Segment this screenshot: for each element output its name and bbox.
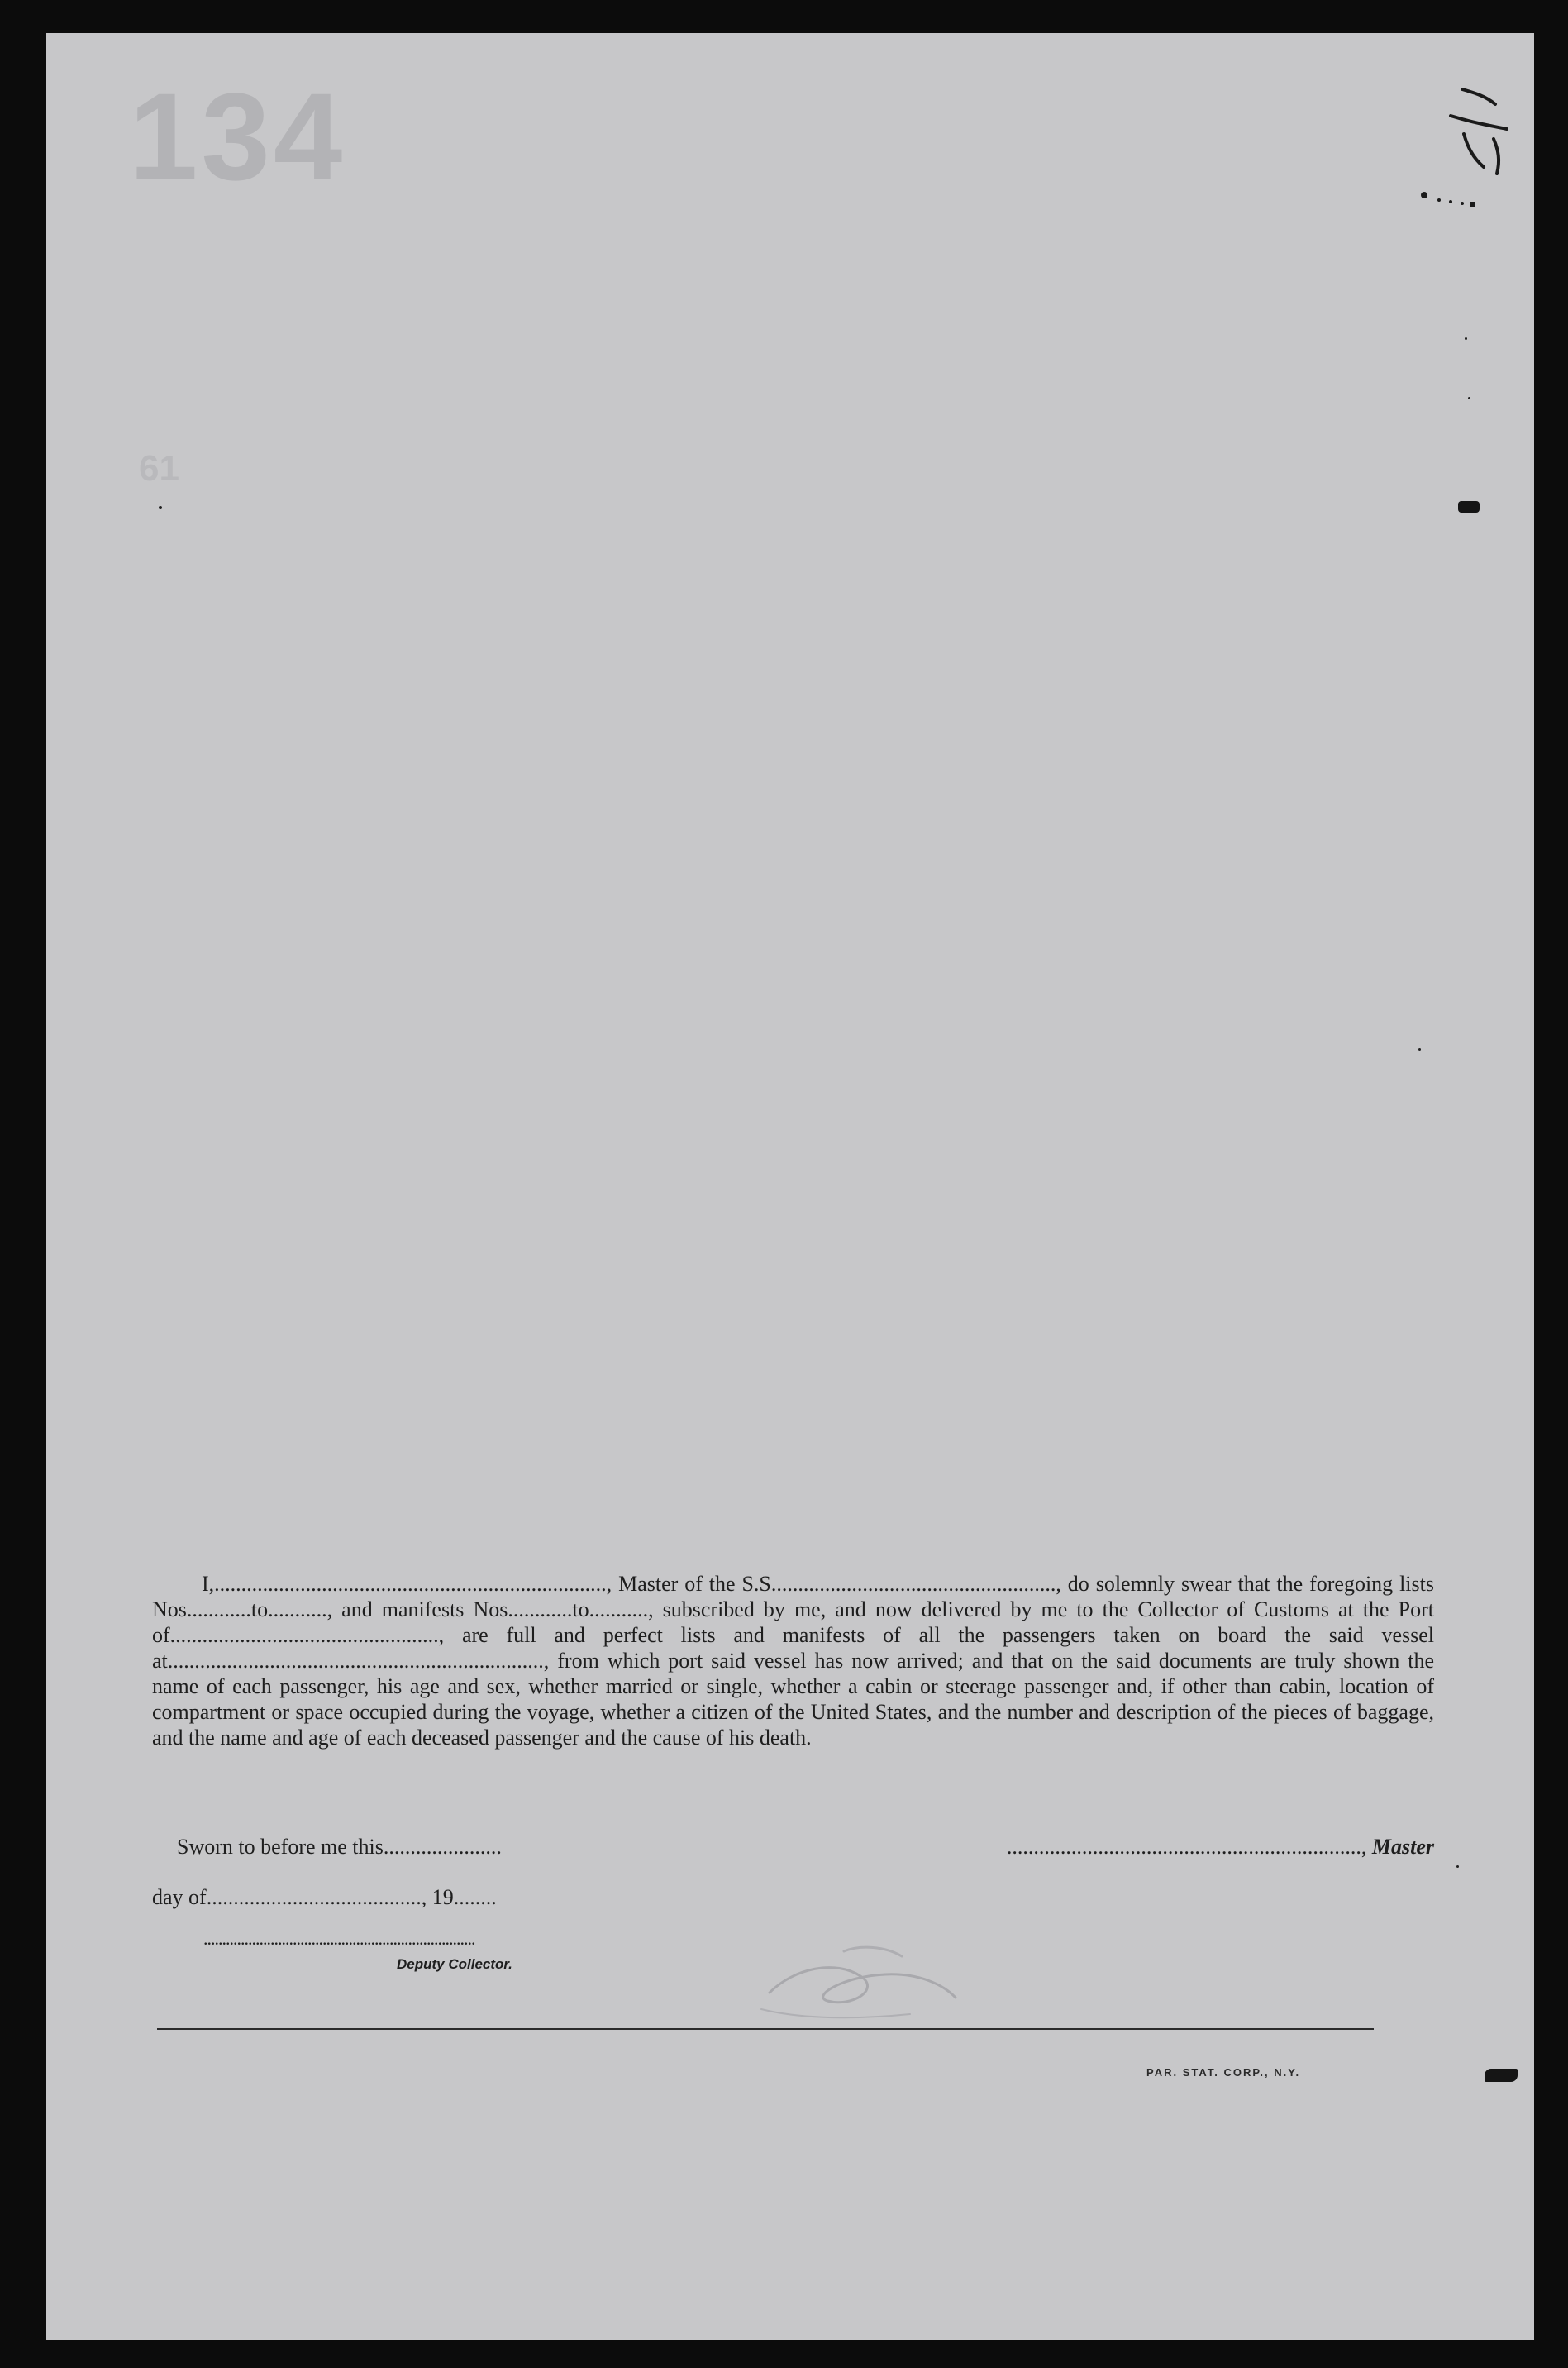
oath-paragraph: I,........................................................................., Master of the S.S....................................................., do solemnly swear that the foregoing lists Nos............to..........., and manifests Nos............to..........., subscribed by me, and now delivered by me to the Collector of Customs at the Port of.................................................., are full and perfect lists and manifests of all the passengers taken on board the said vessel at......................................................................, from which port said vessel has now arrived; and that on the said documents are truly shown the name of each passenger, his age and sex, whether married or single, whether a cabin or steerage passenger and, if other than cabin, location of compartment or space occupied during the voyage, whether a citizen of the United States, and the number and description of the pieces of baggage, and the name and age of each deceased passenger and the cause of his death. <box>152 1572 1434 1750</box>
sworn-before-line: Sworn to before me this...................... <box>177 1835 502 1859</box>
printer-imprint: PAR. STAT. CORP., N.Y. <box>1146 2066 1301 2079</box>
handwritten-mark-icon <box>1414 74 1513 215</box>
speck <box>1456 1865 1459 1868</box>
master-signature-dots: .................................................................., <box>1006 1835 1367 1859</box>
oath-paragraph-block <box>152 1571 1434 1750</box>
faint-small-stamp: 61 <box>139 448 179 489</box>
faint-signature-scrawl-icon <box>745 1935 968 2026</box>
speck <box>1465 337 1467 340</box>
master-signature-line <box>1007 1835 1434 1860</box>
deputy-signature-dots: ......................................................................... <box>203 1928 475 1949</box>
speck <box>159 506 162 509</box>
speck <box>1418 1048 1421 1051</box>
ink-blot <box>1458 501 1480 513</box>
master-label: Master <box>1371 1835 1434 1859</box>
manifest-back-page <box>46 33 1534 2340</box>
ink-blot <box>1485 2069 1518 2082</box>
speck <box>1468 397 1470 399</box>
footer-rule <box>157 2028 1374 2030</box>
day-of-line: day of........................................, 19........ <box>152 1885 497 1909</box>
faint-page-number-stamp: 134 <box>129 67 346 206</box>
deputy-collector-label: Deputy Collector. <box>397 1956 512 1972</box>
